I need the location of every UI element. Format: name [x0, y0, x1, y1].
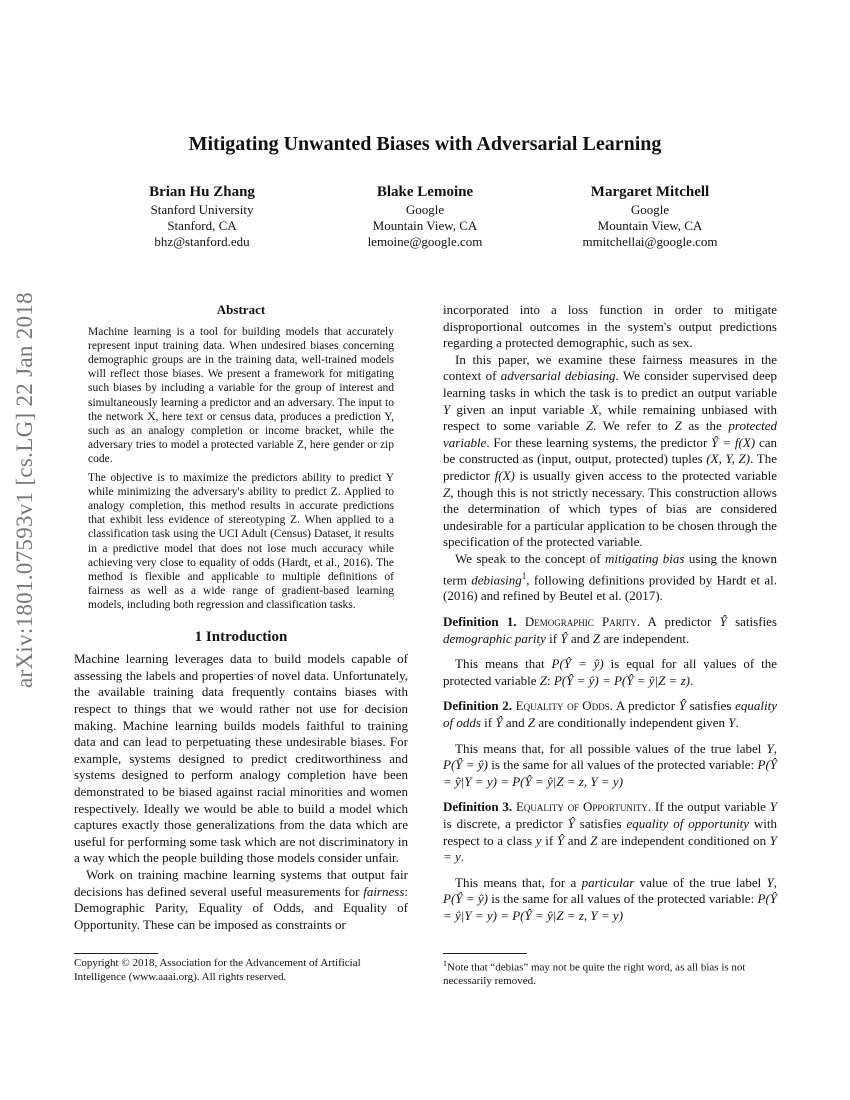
footnote-rule	[443, 953, 527, 954]
author-name: Margaret Mitchell	[590, 184, 710, 200]
copyright-notice	[74, 945, 408, 984]
author-affiliation: Google	[630, 202, 670, 217]
author-email: lemoine@google.com	[367, 234, 483, 249]
paper-title: Mitigating Unwanted Biases with Adversarial Learning	[188, 133, 662, 155]
intro-paragraph: Work on training machine learning systems that output fair decisions has defined several useful measurements for fairness: Demographic Parity, Equality of Odds, and Equality of Opportunity. These can be imposed as constraints or	[74, 866, 408, 932]
author-name: Brian Hu Zhang	[149, 184, 255, 200]
footnote-text: $^1$Note that “debias” may not be quite the right word, as all bias is not necessarily removed.	[443, 959, 746, 988]
arxiv-identifier: arXiv:1801.07593v1 [cs.LG] 22 Jan 2018	[12, 292, 37, 688]
author-email: bhz@stanford.edu	[154, 234, 250, 249]
definition-2-explanation: This means that, for all possible values of the true label Y, P(Ŷ = ŷ) is the same for all values of the protected variable: P(Ŷ = ŷ|Y = y) = P(Ŷ = ŷ|Z = z, Y = y)	[443, 740, 777, 789]
section-heading: 1 Introduction	[194, 628, 288, 645]
intro-paragraph: Machine learning leverages data to build models capable of assessing the labels and properties of novel data. Unfortunately, the available training data frequently contains biases with respect to things that we would rather not use for decision making. Machine learning builds models faithful to training data and can lead to perpetuating these undesirable biases. For example, systems designed to predict creditworthiness and systems designed to perform analogy completion have been demonstrated to be biased against racial minorities and women respectively. Ideally we would be able to build a model which captures exactly those generalizations from the data which are useful for performing some task which are not discriminatory in a way which the people building those models consider unfair.	[74, 651, 408, 866]
author-2	[305, 183, 545, 250]
author-location: Mountain View, CA	[372, 218, 478, 233]
abstract-heading: Abstract	[216, 302, 266, 317]
definition-3-explanation: This means that, for a particular value of the true label Y, P(Ŷ = ŷ) is the same for all values of the protected variable: P(Ŷ = ŷ|Y = y) = P(Ŷ = ŷ|Z = z, Y = y)	[443, 874, 777, 923]
footnote-mark: 1	[521, 570, 527, 581]
abstract-paragraph: The objective is to maximize the predictors ability to predict Y while minimizing the adversary's ability to predict Z. Applied to analogy completion, this method results in accurate predictions that exhibit less evidence of stereotyping Z. When applied to a classification task using the UCI Adult (Census) Dataset, it results in a predictive model that does not lose much accuracy while achieving very close to equality of odds (Hardt, et al., 2016). The method is flexible and applicable to multiple definitions of fairness as well as a wide range of gradient-based learning models, including both regression and classification tasks.	[88, 471, 394, 612]
footnote-rule	[74, 953, 158, 954]
definition-2: Definition 2. Equality of Odds. A predictor Ŷ satisfies equality of odds if Ŷ and Z are conditionally independent given Y.	[443, 698, 777, 730]
abstract-paragraph: Machine learning is a tool for building models that accurately represent input training data. When undesired biases concerning demographic groups are in the training data, well-trained models will reflect those biases. We present a framework for mitigating such biases by including a variable for the group of interest and simultaneously learning a predictor and an adversary. The input to the network X, here text or census data, produces a prediction Y, such as an analogy completion or income bracket, while the adversary tries to model a protected variable Z, here gender or zip code.	[88, 325, 394, 466]
footnote-area	[443, 945, 777, 989]
author-name: Blake Lemoine	[376, 184, 474, 200]
author-affiliation: Google	[405, 202, 445, 217]
author-location: Mountain View, CA	[597, 218, 703, 233]
abstract-body	[74, 325, 408, 613]
author-location: Stanford, CA	[167, 218, 237, 233]
author-1	[82, 183, 322, 250]
definition-1-explanation: This means that P(Ŷ = ŷ) is equal for all values of the protected variable Z: P(Ŷ = ŷ) = P(Ŷ = ŷ|Z = z).	[443, 656, 777, 688]
author-email: mmitchellai@google.com	[582, 234, 718, 249]
author-affiliation: Stanford University	[150, 202, 254, 217]
body-paragraph: incorporated into a loss function in order to mitigate disproportional outcomes in the system's output predictions regarding a protected demographic, such as sex.	[443, 302, 777, 351]
definition-3: Definition 3. Equality of Opportunity. If the output variable Y is discrete, a predictor Ŷ satisfies equality of opportunity with respect to a class y if Ŷ and Z are independent conditioned on Y = y.	[443, 799, 778, 865]
body-paragraph: In this paper, we examine these fairness measures in the context of adversarial debiasing. We consider supervised deep learning tasks in which the task is to predict an output variable Y given an input variable X, while remaining unbiased with respect to some variable Z. We refer to Z as the protected variable. For these learning systems, the predictor Ŷ = f(X) can be constructed as (input, output, protected) tuples (X, Y, Z). The predictor f(X) is usually given access to the protected variable Z, though this is not strictly necessary. This construction allows the determination of which types of bias are considered undesirable for a particular application to be chosen through the specification of the protected variable.	[443, 351, 778, 550]
right-column	[443, 302, 777, 925]
author-3	[530, 183, 770, 250]
left-column	[74, 302, 408, 933]
definition-1: Definition 1. Demographic Parity. A predictor Ŷ satisfies demographic parity if Ŷ and Z are independent.	[443, 614, 777, 646]
body-paragraph: We speak to the concept of mitigating bias using the known term debiasing$^1$, following definitions provided by Hardt et al. (2016) and refined by Beutel et al. (2017).	[443, 550, 777, 604]
copyright-text: Copyright © 2018, Association for the Advancement of Artificial Intelligence (www.aaai.org). All rights reserved.	[74, 957, 361, 983]
